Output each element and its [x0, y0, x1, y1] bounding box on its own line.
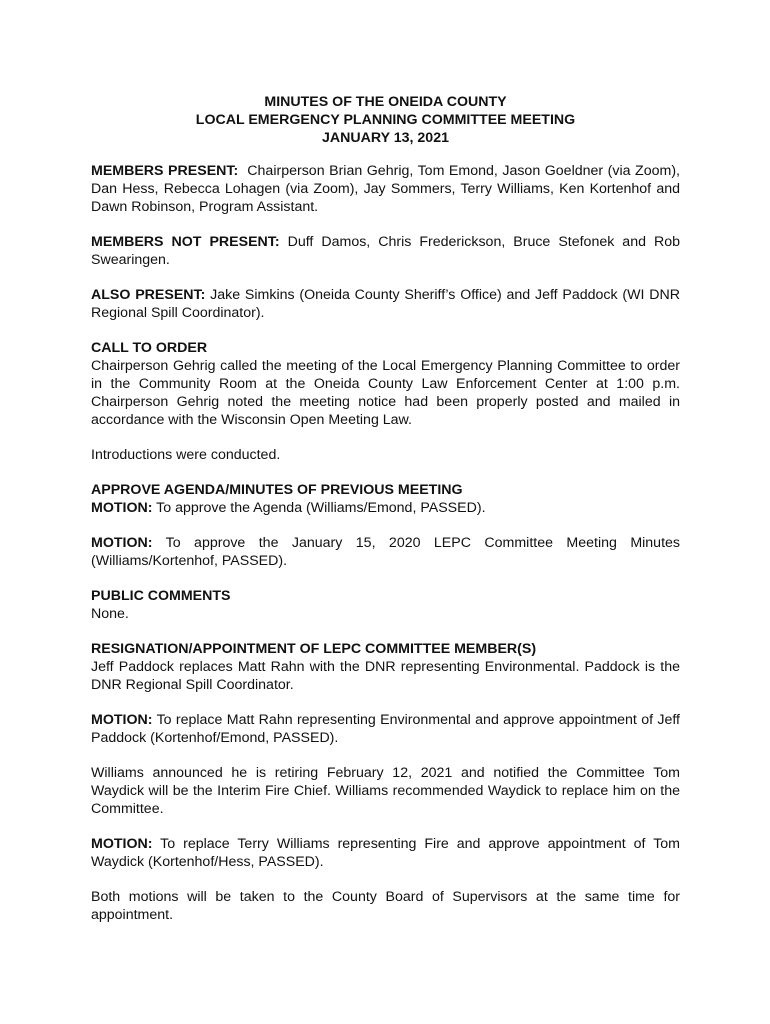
agenda-motion-label: MOTION:	[91, 500, 153, 516]
agenda-motion-paragraph	[91, 499, 680, 517]
waydick-motion-paragraph	[91, 835, 680, 871]
paddock-motion-paragraph	[91, 711, 680, 747]
waydick-motion-label: MOTION:	[91, 836, 153, 852]
members-not-present-text: Duff Damos, Chris Frederickson, Bruce Stefonek and Rob Swearingen.	[91, 234, 680, 268]
members-present-text: Chairperson Brian Gehrig, Tom Emond, Jason Goeldner (via Zoom), Dan Hess, Rebecca Lohagen (via Zoom), Jay Sommers, Terry Williams, Ken Kortenhof and Dawn Robinson, Program Assistant.	[91, 163, 680, 215]
also-present-label: ALSO PRESENT:	[91, 287, 206, 303]
members-not-present-label: MEMBERS NOT PRESENT:	[91, 234, 280, 250]
public-comments-heading: PUBLIC COMMENTS	[91, 588, 231, 604]
minutes-motion-label: MOTION:	[91, 535, 153, 551]
public-comments-text: None.	[91, 606, 129, 622]
williams-retirement-text: Williams announced he is retiring February 12, 2021 and notified the Committee Tom Waydick will be the Interim Fire Chief. Williams recommended Waydick to replace him on the Committee.	[91, 765, 680, 817]
document-title	[91, 93, 680, 147]
waydick-motion-text: To replace Terry Williams representing Fire and approve appointment of Tom Waydick (Kortenhof/Hess, PASSED).	[91, 836, 680, 870]
agenda-motion-text: To approve the Agenda (Williams/Emond, PASSED).	[156, 500, 486, 516]
paddock-motion-text: To replace Matt Rahn representing Environmental and approve appointment of Jeff Paddock (Kortenhof/Emond, PASSED).	[91, 712, 680, 746]
public-comments-section	[91, 587, 680, 623]
resignation-heading: RESIGNATION/APPOINTMENT OF LEPC COMMITTEE MEMBER(S)	[91, 641, 537, 657]
paddock-motion-label: MOTION:	[91, 712, 153, 728]
call-to-order-section	[91, 339, 680, 429]
minutes-motion-paragraph	[91, 534, 680, 570]
call-to-order-heading: CALL TO ORDER	[91, 340, 208, 356]
minutes-motion-text: To approve the January 15, 2020 LEPC Committee Meeting Minutes (Williams/Kortenhof, PASSED).	[91, 535, 680, 569]
title-line-1: MINUTES OF THE ONEIDA COUNTY	[264, 94, 507, 110]
minutes-document	[91, 93, 680, 941]
title-line-2: LOCAL EMERGENCY PLANNING COMMITTEE MEETING	[195, 112, 576, 128]
introductions-text: Introductions were conducted.	[91, 447, 281, 463]
members-present-label: MEMBERS PRESENT:	[91, 163, 239, 179]
both-motions-text: Both motions will be taken to the County Board of Supervisors at the same time for appointment.	[91, 889, 680, 923]
title-line-3: JANUARY 13, 2021	[322, 130, 449, 146]
resignation-section	[91, 640, 680, 694]
members-not-present-paragraph	[91, 233, 680, 269]
also-present-paragraph	[91, 286, 680, 322]
call-to-order-text: Chairperson Gehrig called the meeting of the Local Emergency Planning Committee to order in the Community Room at the Oneida County Law Enforcement Center at 1:00 p.m. Chairperson Gehrig noted the meeting notice had been properly posted and mailed in accordance with the Wisconsin Open Meeting Law.	[91, 358, 680, 428]
also-present-text: Jake Simkins (Oneida County Sheriff’s Office) and Jeff Paddock (WI DNR Regional Spill Coordinator).	[91, 287, 680, 321]
members-present-paragraph	[91, 162, 680, 216]
approve-agenda-section	[91, 481, 680, 517]
approve-agenda-heading: APPROVE AGENDA/MINUTES OF PREVIOUS MEETING	[91, 482, 463, 498]
resignation-text: Jeff Paddock replaces Matt Rahn with the DNR representing Environmental. Paddock is the DNR Regional Spill Coordinator.	[91, 659, 680, 693]
